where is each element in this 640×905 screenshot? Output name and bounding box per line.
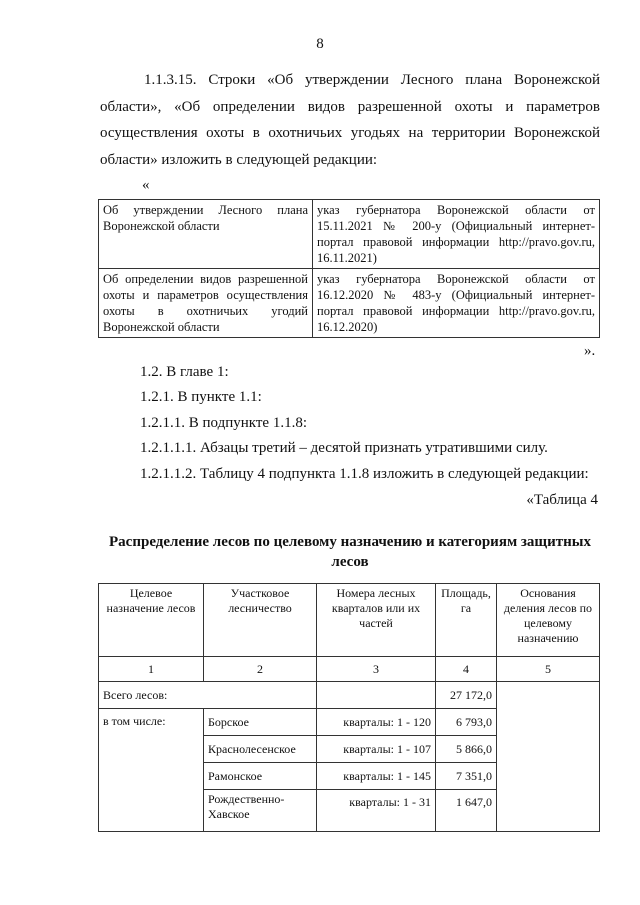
forestry-name: Краснолесенское (204, 736, 317, 763)
forest-blocks: кварталы: 1 - 145 (317, 763, 436, 790)
column-header-basis: Основания деления лесов по целевому назначению (497, 584, 600, 657)
column-number: 4 (436, 657, 497, 682)
total-label: Всего лесов: (99, 682, 317, 709)
amendment-table (98, 199, 600, 338)
column-number: 1 (99, 657, 204, 682)
including-label: в том числе: (99, 709, 204, 832)
table-cell-name: Об определении видов разрешенной охоты и параметров осуществления охоты в охотничьих угодий Воронежской области (99, 269, 313, 338)
table-cell-ref: указ губернатора Воронежской области от 16.12.2020 № 483-у (Официальный интернет-портал правовой информации http://pravo.gov.ru, 16.12.2020) (313, 269, 600, 338)
forest-area: 7 351,0 (436, 763, 497, 790)
close-quote: ». (584, 343, 596, 359)
table-cell-ref: указ губернатора Воронежской области от 15.11.2021 № 200-у (Официальный интернет-портал правовой информации http://pravo.gov.ru, 16.11.2021) (313, 200, 600, 269)
forestry-name: Рамонское (204, 763, 317, 790)
open-quote: « (142, 177, 150, 193)
table-row-total (99, 682, 600, 709)
basis-cell-empty (497, 682, 600, 832)
line-1-2-1-1: 1.2.1.1. В подпункте 1.1.8: (140, 415, 308, 431)
total-blocks-empty (317, 682, 436, 709)
forestry-name: Рождественно-Хавское (204, 790, 317, 832)
forest-distribution-table (98, 583, 600, 832)
table-row (99, 200, 600, 269)
column-header-forestry: Участковое лесничество (204, 584, 317, 657)
column-header-purpose: Целевое назначение лесов (99, 584, 204, 657)
line-1-2-1-1-1: 1.2.1.1.1. Абзацы третий – десятой признать утратившими силу. (140, 440, 548, 456)
line-1-2: 1.2. В главе 1: (140, 364, 229, 380)
forest-blocks: кварталы: 1 - 120 (317, 709, 436, 736)
column-number: 2 (204, 657, 317, 682)
table-row (99, 269, 600, 338)
forestry-name: Борское (204, 709, 317, 736)
column-header-area: Площадь, га (436, 584, 497, 657)
table-cell-name: Об утверждении Лесного плана Воронежской области (99, 200, 313, 269)
page-number: 8 (316, 36, 324, 52)
table-header-row (99, 584, 600, 657)
line-1-2-1: 1.2.1. В пункте 1.1: (140, 389, 262, 405)
table-caption: «Таблица 4 (526, 492, 598, 508)
forest-area: 5 866,0 (436, 736, 497, 763)
line-1-2-1-1-2: 1.2.1.1.2. Таблицу 4 подпункта 1.1.8 изложить в следующей редакции: (140, 466, 589, 482)
forest-area: 6 793,0 (436, 709, 497, 736)
paragraph-1-1-3-15: 1.1.3.15. Строки «Об утверждении Лесного плана Воронежской области», «Об определении видов разрешенной охоты и параметров осуществления охоты в охотничьих угодьях на территории Воронежской области» изложить в следующей редакции: (100, 72, 600, 168)
column-number: 5 (497, 657, 600, 682)
table-number-row (99, 657, 600, 682)
column-number: 3 (317, 657, 436, 682)
forest-area: 1 647,0 (436, 790, 497, 832)
forest-blocks: кварталы: 1 - 107 (317, 736, 436, 763)
column-header-blocks: Номера лесных кварталов или их частей (317, 584, 436, 657)
table-title: Распределение лесов по целевому назначению и категориям защитных лесов (109, 534, 591, 570)
forest-blocks: кварталы: 1 - 31 (317, 790, 436, 832)
total-area: 27 172,0 (436, 682, 497, 709)
